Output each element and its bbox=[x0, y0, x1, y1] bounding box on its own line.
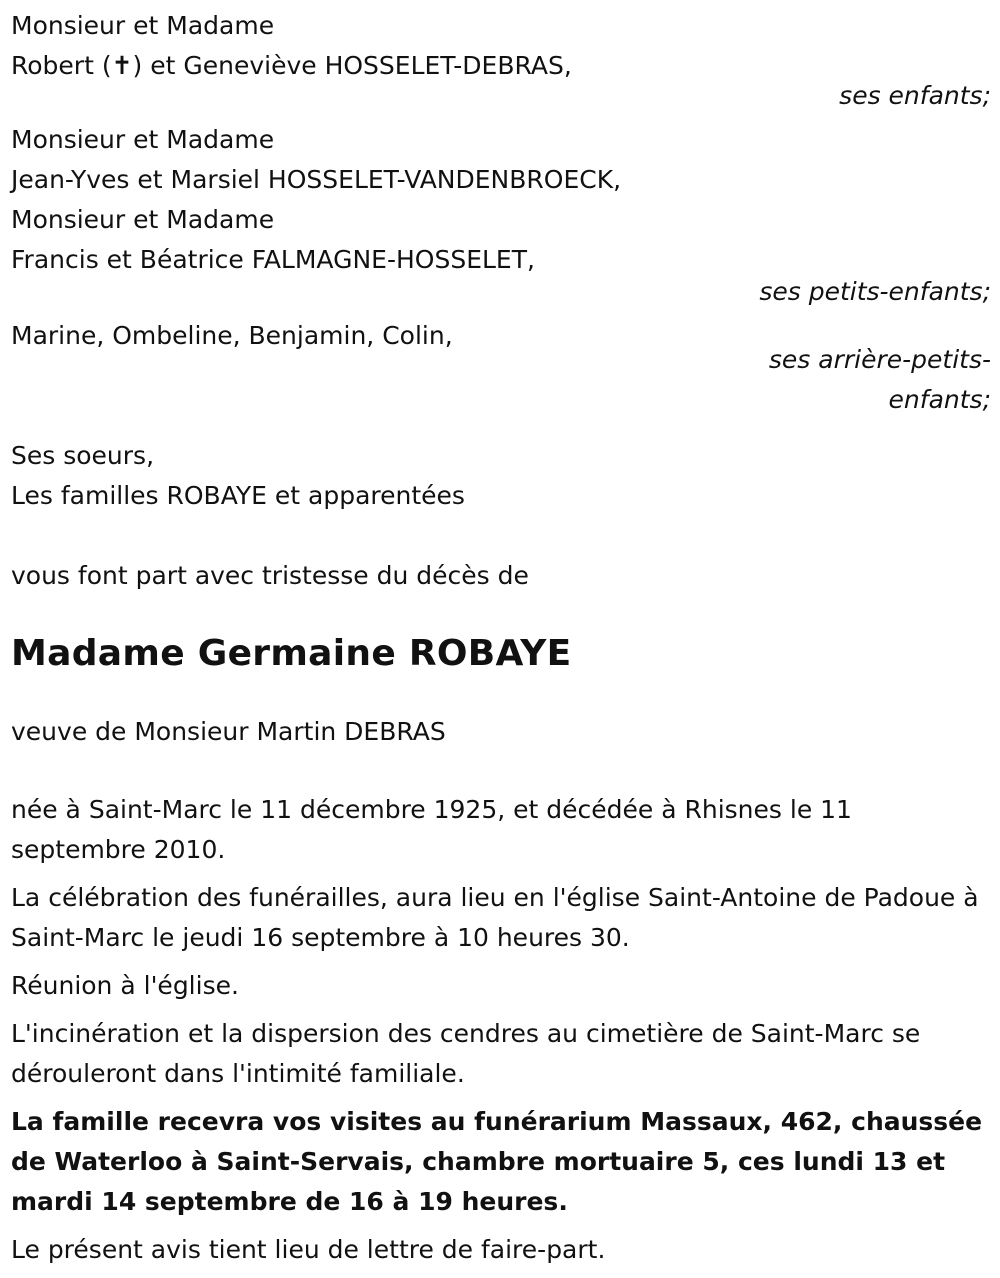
meeting-text: Réunion à l'église. bbox=[11, 971, 239, 1000]
grandchildren-line-1: Monsieur et Madame bbox=[11, 125, 275, 154]
birth-death-text: née à Saint-Marc le 11 décembre 1925, et décédée à Rhisnes le 11 septembre 2010. bbox=[11, 795, 852, 864]
grandchildren-line-4: Francis et Béatrice FALMAGNE-HOSSELET, bbox=[11, 245, 535, 274]
great-grandchildren-role-1: ses arrière-petits- bbox=[768, 345, 991, 374]
children-line-2: Robert (✝) et Geneviève HOSSELET-DEBRAS, bbox=[11, 51, 572, 80]
deceased-name: Madame Germaine ROBAYE bbox=[11, 633, 572, 674]
cremation-text: L'incinération et la dispersion des cendres au cimetière de Saint-Marc se dérouleront dans l'intimité familiale. bbox=[11, 1019, 921, 1088]
widow-of-text: veuve de Monsieur Martin DEBRAS bbox=[11, 717, 446, 746]
grandchildren-block bbox=[11, 120, 991, 304]
children-line-1: Monsieur et Madame bbox=[11, 11, 275, 40]
ceremony-text: La célébration des funérailles, aura lieu en l'église Saint-Antoine de Padoue à Saint-Marc le jeudi 16 septembre à 10 heures 30. bbox=[11, 883, 979, 952]
great-grandchildren-names: Marine, Ombeline, Benjamin, Colin, bbox=[11, 321, 453, 350]
grandchildren-role: ses petits-enfants; bbox=[759, 277, 991, 306]
sisters-line: Ses soeurs, bbox=[11, 441, 155, 470]
great-grandchildren-role-2: enfants; bbox=[888, 385, 991, 414]
announcement-text: vous font part avec tristesse du décès de bbox=[11, 561, 529, 590]
visits-text: La famille recevra vos visites au funérarium Massaux, 462, chaussée de Waterloo à Saint-Servais, chambre mortuaire 5, ces lundi 13 et mardi 14 septembre de 16 à 19 heures. bbox=[11, 1107, 983, 1216]
grandchildren-line-2: Jean-Yves et Marsiel HOSSELET-VANDENBROECK, bbox=[11, 165, 622, 194]
grandchildren-line-3: Monsieur et Madame bbox=[11, 205, 275, 234]
others-block bbox=[11, 436, 991, 516]
obituary-notice bbox=[11, 6, 991, 1278]
children-block bbox=[11, 6, 991, 108]
families-line: Les familles ROBAYE et apparentées bbox=[11, 481, 465, 510]
notice-text: Le présent avis tient lieu de lettre de faire-part. bbox=[11, 1235, 606, 1264]
great-grandchildren-block bbox=[11, 316, 991, 420]
children-role: ses enfants; bbox=[839, 81, 991, 110]
